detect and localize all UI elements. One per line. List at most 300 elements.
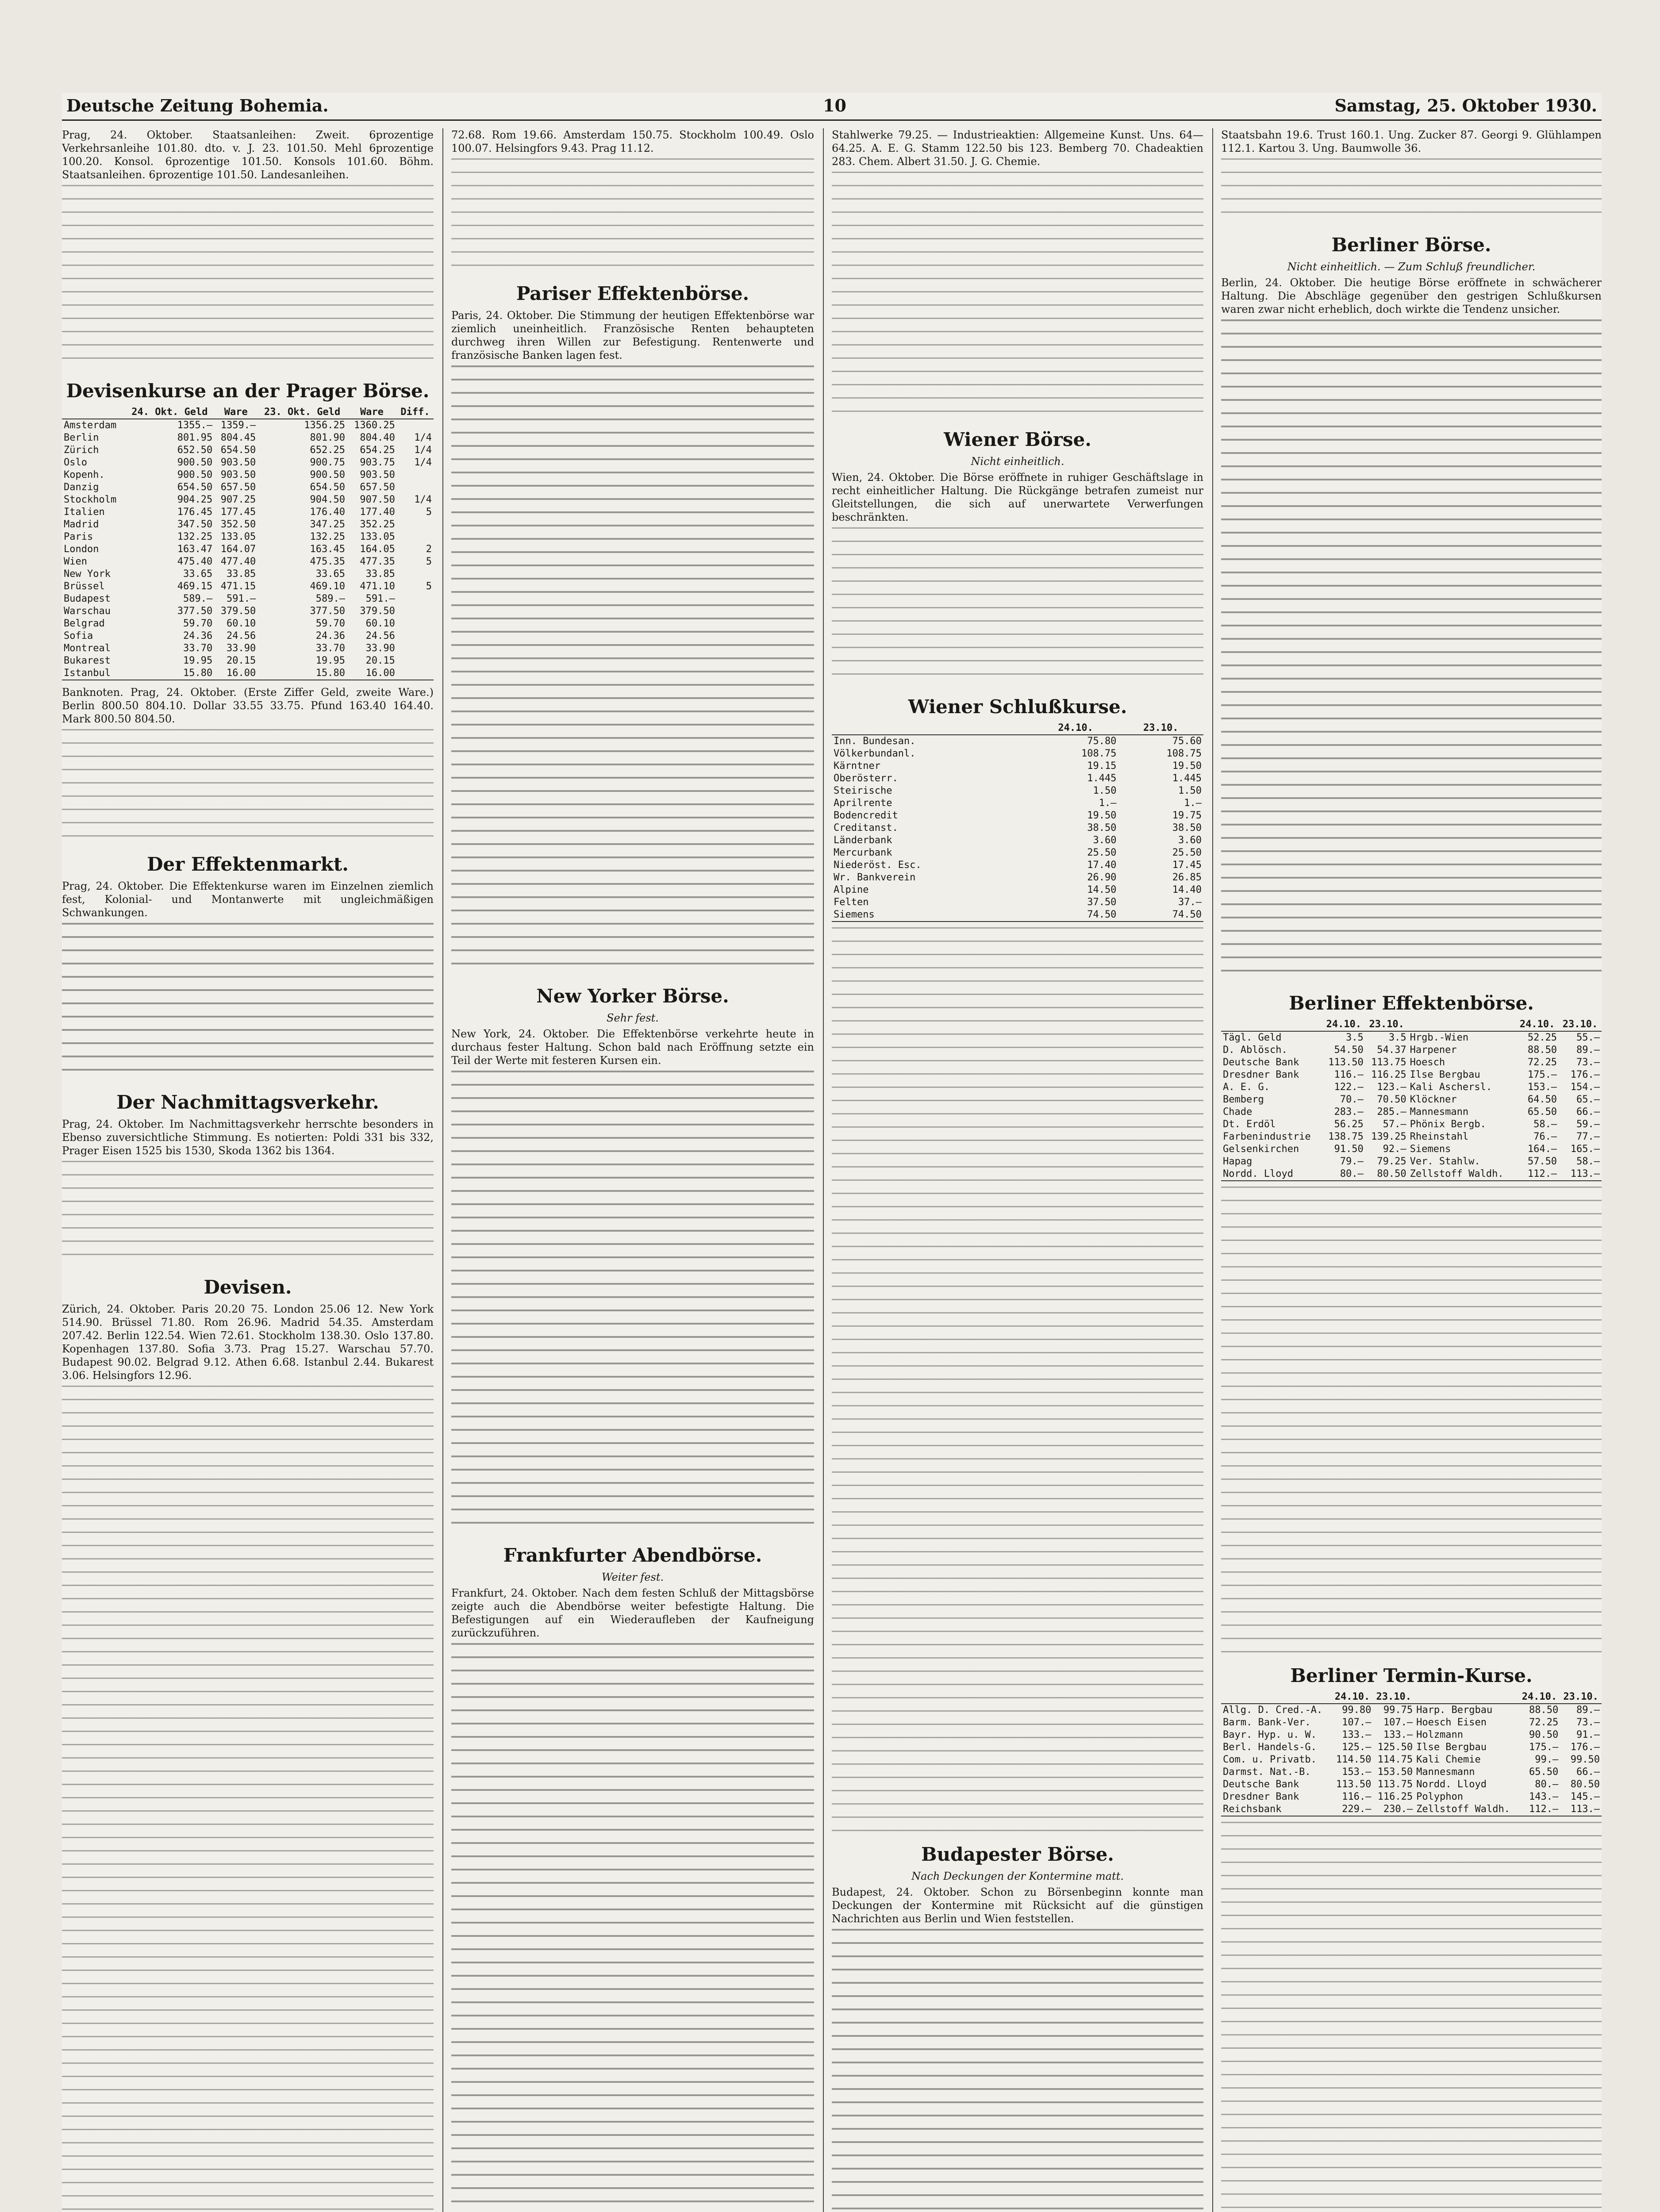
table-cell: Warschau: [64, 606, 111, 617]
table-row: [1221, 1118, 1602, 1131]
table-row: [832, 760, 1203, 772]
table-cell: 65.50: [1527, 1106, 1557, 1118]
table-cell: 471.15: [220, 581, 256, 592]
table-row: [1221, 1044, 1602, 1056]
effekten-table: [1221, 1018, 1602, 1181]
table-cell: 60.10: [227, 618, 256, 629]
table-header-cell: 23. Okt. Geld: [257, 406, 347, 419]
table-cell: Dresdner Bank: [1223, 1069, 1299, 1080]
table-cell: 347.50: [177, 519, 213, 530]
table-cell: Gelsenkirchen: [1223, 1144, 1299, 1155]
section-title: Der Effektenmarkt.: [147, 853, 349, 875]
table-cell: Danzig: [64, 482, 99, 493]
fine-print-block: [451, 1071, 814, 1535]
section-subtitle: Sehr fest.: [607, 1012, 659, 1024]
table-cell: 133.—: [1383, 1729, 1413, 1740]
section-title: Devisen.: [204, 1276, 292, 1298]
fine-print-block: [62, 185, 434, 371]
table-cell: 17.45: [1172, 860, 1202, 871]
table-cell: Klöckner: [1410, 1094, 1457, 1105]
table-cell: 58.—: [1533, 1119, 1557, 1130]
table-row: [832, 810, 1203, 822]
table-cell: 14.40: [1172, 884, 1202, 895]
table-cell: 176.—: [1570, 1742, 1600, 1753]
table-cell: 477.35: [360, 556, 395, 567]
table-cell: 589.—: [315, 593, 346, 604]
article-text: Berlin, 24. Oktober. Die heutige Börse eröffnete in schwächerer Haltung. Die Abschläge gegenüber den gestrigen Schlußkursen waren zwar nicht erheblich, doch wirkte die Tendenz unsicher.: [1221, 276, 1602, 315]
table-row: [62, 667, 434, 680]
table-cell: Tägl. Geld: [1223, 1032, 1282, 1043]
table-cell: Wien: [64, 556, 87, 567]
table-cell: [397, 481, 434, 494]
table-header-cell: 23.10.: [1559, 1018, 1602, 1031]
fine-print-block: [1221, 1187, 1602, 1655]
table-cell: 107.—: [1342, 1717, 1372, 1728]
article-text: Paris, 24. Oktober. Die Stimmung der heutigen Effektenbörse war ziemlich uneinheitlich. Französische Renten behaupteten durchweg ihren Willen zur Befestigung. Rentenwerte und französische Banken lagen fest.: [451, 309, 814, 361]
fine-print-block: [62, 1386, 434, 2212]
table-row: [62, 444, 434, 457]
table-cell: Nordd. Lloyd: [1416, 1779, 1487, 1790]
table-cell: 65.50: [1529, 1767, 1559, 1778]
table-cell: 3.5: [1346, 1032, 1364, 1043]
table-row: [62, 506, 434, 518]
table-cell: 72.25: [1527, 1057, 1557, 1068]
table-cell: 153.50: [1377, 1767, 1413, 1778]
table-cell: Ilse Bergbau: [1416, 1742, 1487, 1753]
table-cell: 113.75: [1377, 1779, 1413, 1790]
table-cell: 38.50: [1172, 822, 1202, 833]
table-row: [1221, 1069, 1602, 1081]
table-cell: Berlin: [64, 432, 99, 443]
table-cell: Mannesmann: [1416, 1767, 1475, 1778]
table-cell: 164.07: [220, 544, 256, 555]
table-cell: Niederöst. Esc.: [834, 860, 922, 871]
table-cell: 377.50: [177, 606, 213, 617]
fine-print-block: [62, 1161, 434, 1267]
table-cell: Phönix Bergb.: [1410, 1119, 1486, 1130]
table-cell: 589.—: [183, 593, 213, 604]
table-header-cell: 23.10.: [1373, 1691, 1414, 1704]
table-cell: 1.445: [1087, 773, 1117, 784]
table-cell: A. E. G.: [1223, 1082, 1270, 1093]
article-text: Staatsbahn 19.6. Trust 160.1. Ung. Zucker 87. Georgi 9. Glühlampen 112.1. Kartou 3. Ung. Baumwolle 36.: [1221, 129, 1602, 154]
table-cell: Com. u. Privatb.: [1223, 1754, 1317, 1765]
table-cell: Wr. Bankverein: [834, 872, 916, 883]
table-cell: [397, 655, 434, 667]
table-cell: 24.36: [183, 630, 213, 641]
table-cell: 70.50: [1377, 1094, 1406, 1105]
table-cell: 1360.25: [354, 420, 395, 431]
table-cell: 19.95: [183, 655, 213, 666]
table-cell: 591.—: [365, 593, 395, 604]
table-cell: 1/4: [414, 494, 432, 505]
table-cell: Zürich: [64, 445, 99, 456]
table-row: [832, 872, 1203, 884]
table-row: [1221, 1131, 1602, 1143]
table-cell: 113.—: [1560, 1803, 1602, 1816]
table-cell: 89.—: [1576, 1045, 1600, 1056]
table-cell: 379.50: [360, 606, 395, 617]
table-header-cell: [62, 406, 125, 419]
table-cell: 116.—: [1342, 1791, 1372, 1802]
table-cell: Hoesch: [1410, 1057, 1445, 1068]
table-cell: [397, 531, 434, 543]
table-cell: 73.—: [1576, 1057, 1600, 1068]
table-cell: 900.50: [177, 469, 213, 480]
table-cell: Brüssel: [64, 581, 105, 592]
table-cell: 164.—: [1527, 1144, 1557, 1155]
masthead-left: Deutsche Zeitung Bohemia.: [66, 96, 329, 115]
table-row: [62, 518, 434, 531]
table-row: [1221, 1741, 1602, 1754]
section-title: Wiener Schlußkurse.: [908, 696, 1127, 718]
table-header-cell: 24.10.: [1322, 1018, 1365, 1031]
fine-print-block: [62, 923, 434, 1082]
table-cell: 112.—: [1519, 1803, 1560, 1816]
table-cell: 176.45: [177, 507, 213, 518]
table-cell: 165.—: [1570, 1144, 1600, 1155]
table-cell: 477.40: [220, 556, 256, 567]
table-cell: [397, 605, 434, 618]
table-row: [1221, 1081, 1602, 1094]
table-cell: 37.50: [1087, 897, 1117, 908]
table-row: [1221, 1143, 1602, 1156]
table-cell: Dresdner Bank: [1223, 1791, 1299, 1802]
table-cell: [397, 630, 434, 642]
table-cell: 123.—: [1377, 1082, 1406, 1093]
table-cell: 900.75: [310, 457, 346, 468]
table-cell: 176.—: [1570, 1069, 1600, 1080]
table-cell: Hrgb.-Wien: [1410, 1032, 1469, 1043]
table-row: [62, 568, 434, 580]
table-cell: Amsterdam: [64, 420, 117, 431]
table-row: [832, 735, 1203, 748]
table-cell: 471.10: [360, 581, 395, 592]
table-row: [62, 655, 434, 667]
table-cell: 92.—: [1383, 1144, 1406, 1155]
table-cell: 1/4: [414, 457, 432, 468]
devisen-table: [62, 406, 434, 680]
table-cell: 654.25: [360, 445, 395, 456]
table-cell: Allg. D. Cred.-A.: [1223, 1705, 1323, 1716]
table-row: [832, 822, 1203, 834]
table-cell: 132.25: [310, 531, 346, 542]
section-title: Der Nachmittagsverkehr.: [116, 1091, 379, 1113]
table-cell: 112.—: [1516, 1168, 1559, 1181]
table-cell: 91.—: [1576, 1729, 1600, 1740]
table-cell: 37.—: [1178, 897, 1202, 908]
table-cell: 33.85: [365, 568, 395, 580]
table-cell: Hoesch Eisen: [1416, 1717, 1487, 1728]
table-row: [1221, 1778, 1602, 1791]
section-title: Wiener Börse.: [944, 429, 1091, 450]
table-cell: 1.—: [1184, 798, 1202, 809]
table-cell: 652.25: [310, 445, 346, 456]
table-cell: 114.50: [1336, 1754, 1372, 1765]
table-cell: 177.45: [220, 507, 256, 518]
newspaper-page: [62, 93, 1602, 2212]
table-row: [832, 748, 1203, 760]
table-cell: Madrid: [64, 519, 99, 530]
table-row: [1221, 1766, 1602, 1778]
table-cell: 125.—: [1342, 1742, 1372, 1753]
table-cell: 19.50: [1172, 760, 1202, 772]
table-header-cell: 23.10.: [1560, 1691, 1602, 1704]
table-cell: 153.—: [1527, 1082, 1557, 1093]
table-cell: Bemberg: [1223, 1094, 1264, 1105]
table-cell: 125.50: [1377, 1742, 1413, 1753]
table-cell: 176.40: [310, 507, 346, 518]
table-row: [62, 618, 434, 630]
table-cell: 56.25: [1334, 1119, 1364, 1130]
article-text: Prag, 24. Oktober. Im Nachmittagsverkehr herrschte besonders in Ebenso zuversichtliche Stimmung. Es notierten: Poldi 331 bis 332, Prager Eisen 1525 bis 1530, Skoda 1362 bis 1364.: [62, 1118, 434, 1157]
table-cell: Bayr. Hyp. u. W.: [1223, 1729, 1317, 1740]
table-row: [832, 896, 1203, 909]
table-cell: Kali Chemie: [1416, 1754, 1481, 1765]
table-cell: 801.95: [177, 432, 213, 443]
table-cell: 352.25: [360, 519, 395, 530]
fine-print-block: [451, 1643, 814, 2212]
table-cell: Berl. Handels-G.: [1223, 1742, 1317, 1753]
section-title: Berliner Börse.: [1331, 234, 1491, 256]
table-cell: Steirische: [834, 785, 892, 796]
table-cell: Siemens: [1410, 1144, 1451, 1155]
table-cell: Creditanst.: [834, 822, 898, 833]
column-4: [1221, 128, 1602, 2212]
table-cell: 80.—: [1535, 1779, 1559, 1790]
table-cell: Paris: [64, 531, 93, 542]
table-row: [62, 593, 434, 605]
table-cell: 59.70: [183, 618, 213, 629]
table-cell: D. Ablösch.: [1223, 1045, 1287, 1056]
table-cell: 79.25: [1377, 1156, 1406, 1167]
table-cell: 99.—: [1535, 1754, 1559, 1765]
table-header-cell: [832, 722, 1033, 735]
table-cell: 904.50: [310, 494, 346, 505]
table-cell: 283.—: [1334, 1106, 1364, 1118]
table-cell: 175.—: [1529, 1742, 1559, 1753]
table-cell: 57.50: [1527, 1156, 1557, 1167]
table-cell: Zellstoff Waldh.: [1408, 1168, 1516, 1181]
table-cell: 38.50: [1087, 822, 1117, 833]
table-row: [62, 642, 434, 655]
table-cell: 15.80: [257, 667, 347, 680]
table-cell: 177.40: [360, 507, 395, 518]
table-cell: 75.60: [1172, 736, 1202, 747]
table-cell: 175.—: [1527, 1069, 1557, 1080]
table-cell: 113.—: [1559, 1168, 1602, 1181]
table-cell: 99.80: [1342, 1705, 1372, 1716]
table-header-cell: 24. Okt. Geld: [125, 406, 214, 419]
table-cell: 1.50: [1178, 785, 1202, 796]
table-row: [832, 785, 1203, 797]
table-cell: [397, 593, 434, 605]
table-row: [62, 457, 434, 469]
table-header-cell: 24.10.: [1332, 1691, 1373, 1704]
fine-print-block: [1221, 319, 1602, 983]
table-row: [832, 859, 1203, 872]
table-cell: 285.—: [1377, 1106, 1406, 1118]
table-cell: Harp. Bergbau: [1416, 1705, 1493, 1716]
table-cell: 654.50: [310, 482, 346, 493]
table-cell: 89.—: [1576, 1705, 1600, 1716]
fine-print-block: [1221, 1822, 1602, 2212]
table-row: [1221, 1704, 1602, 1717]
table-header-cell: [1221, 1691, 1332, 1704]
table-cell: 54.37: [1377, 1045, 1406, 1056]
table-cell: 88.50: [1527, 1045, 1557, 1056]
table-cell: 122.—: [1334, 1082, 1364, 1093]
table-cell: London: [64, 544, 99, 555]
table-cell: 73.—: [1576, 1717, 1600, 1728]
table-cell: Italien: [64, 507, 105, 518]
table-cell: 19.15: [1087, 760, 1117, 772]
table-cell: Oslo: [64, 457, 87, 468]
table-cell: 591.—: [227, 593, 256, 604]
table-cell: 377.50: [310, 606, 346, 617]
table-cell: 138.75: [1328, 1131, 1364, 1142]
table-cell: 139.25: [1371, 1131, 1406, 1142]
table-cell: Ilse Bergbau: [1410, 1069, 1480, 1080]
table-row: [1221, 1031, 1602, 1044]
table-cell: 57.—: [1383, 1119, 1406, 1130]
article-text: Prag, 24. Oktober. Staatsanleihen: Zweit. 6prozentige Verkehrsanleihe 101.80. dto. v. J. 23. 101.50. Mehl 6prozentige 100.20. Konsol. 6prozentige 101.50. Konsols 101.60. Böhm. Staatsanleihen. 6prozentige 101.50. Landesanleihen.: [62, 129, 434, 181]
table-cell: 80.50: [1365, 1168, 1408, 1181]
table-cell: 143.—: [1529, 1791, 1559, 1802]
article-text: Budapest, 24. Oktober. Schon zu Börsenbeginn konnte man Deckungen der Kontermine mit Rücksicht auf die günstigen Nachrichten aus Berlin und Wien feststellen.: [832, 1886, 1203, 1925]
table-cell: 907.25: [220, 494, 256, 505]
table-header-cell: 24.10.: [1033, 722, 1118, 735]
table-cell: Belgrad: [64, 618, 105, 629]
fine-print-block: [832, 172, 1203, 419]
table-cell: 113.75: [1371, 1057, 1406, 1068]
table-cell: 24.56: [227, 630, 256, 641]
table-cell: 154.—: [1570, 1082, 1600, 1093]
section-subtitle: Nicht einheitlich.: [971, 455, 1064, 468]
table-cell: Ver. Stahlw.: [1410, 1156, 1480, 1167]
table-header-row: [1221, 1691, 1602, 1704]
table-row: [1221, 1754, 1602, 1766]
table-cell: Kali Aschersl.: [1410, 1082, 1492, 1093]
table-cell: 54.50: [1334, 1045, 1364, 1056]
table-cell: [397, 419, 434, 432]
table-cell: Oberösterr.: [834, 773, 898, 784]
table-cell: 903.50: [220, 469, 256, 480]
table-cell: 801.90: [310, 432, 346, 443]
table-cell: 3.5: [1388, 1032, 1406, 1043]
table-cell: 19.95: [315, 655, 346, 666]
table-cell: 77.—: [1576, 1131, 1600, 1142]
section-subtitle: Weiter fest.: [601, 1571, 664, 1583]
table-header-cell: 24.10.: [1519, 1691, 1560, 1704]
termin-table: [1221, 1691, 1602, 1816]
table-cell: Bukarest: [64, 655, 111, 666]
table-cell: 133.—: [1342, 1729, 1372, 1740]
table-row: [1221, 1106, 1602, 1118]
table-cell: 108.75: [1166, 748, 1202, 759]
table-cell: 900.50: [177, 457, 213, 468]
column-rule: [1212, 128, 1213, 2212]
table-cell: 17.40: [1087, 860, 1117, 871]
table-cell: [397, 642, 434, 655]
fine-print-block: [832, 527, 1203, 687]
table-cell: 133.05: [220, 531, 256, 542]
table-cell: Holzmann: [1416, 1729, 1464, 1740]
table-header-cell: Ware: [347, 406, 397, 419]
table-row: [62, 419, 434, 432]
table-cell: 74.50: [1118, 909, 1203, 922]
table-row: [832, 797, 1203, 810]
table-cell: 116.25: [1377, 1791, 1413, 1802]
table-cell: 90.50: [1529, 1729, 1559, 1740]
table-cell: 2: [426, 544, 432, 555]
table-cell: 33.65: [183, 568, 213, 580]
table-cell: 804.45: [220, 432, 256, 443]
table-cell: Montreal: [64, 643, 111, 654]
table-row: [832, 834, 1203, 847]
table-cell: 654.50: [177, 482, 213, 493]
table-cell: 229.—: [1332, 1803, 1373, 1816]
table-row: [62, 432, 434, 444]
table-cell: Darmst. Nat.-B.: [1223, 1767, 1311, 1778]
table-row: [62, 556, 434, 568]
masthead-date: Samstag, 25. Oktober 1930.: [1334, 96, 1597, 115]
table-row: [1221, 1791, 1602, 1803]
column-3: [832, 128, 1203, 2212]
fine-print-block: [832, 927, 1203, 1834]
table-row: [62, 531, 434, 543]
fine-print-block: [62, 729, 434, 844]
table-header-cell: 23.10.: [1365, 1018, 1408, 1031]
table-cell: 108.75: [1081, 748, 1117, 759]
table-cell: Siemens: [832, 909, 1033, 922]
table-cell: Istanbul: [62, 667, 125, 680]
table-cell: 352.50: [220, 519, 256, 530]
table-cell: 26.85: [1172, 872, 1202, 883]
table-cell: 5: [426, 507, 432, 518]
table-cell: 5: [426, 556, 432, 567]
table-cell: Farbenindustrie: [1223, 1131, 1311, 1142]
table-header-row: [1221, 1018, 1602, 1031]
table-cell: 469.15: [177, 581, 213, 592]
table-cell: Reichsbank: [1221, 1803, 1332, 1816]
article-text: 72.68. Rom 19.66. Amsterdam 150.75. Stockholm 100.49. Oslo 100.07. Helsingfors 9.43. Prag 11.12.: [451, 129, 814, 154]
table-cell: Hapag: [1223, 1156, 1253, 1167]
table-cell: 91.50: [1334, 1144, 1364, 1155]
table-cell: Kopenh.: [64, 469, 105, 480]
table-row: [1221, 1729, 1602, 1741]
table-cell: 59.—: [1576, 1119, 1600, 1130]
table-cell: 347.25: [310, 519, 346, 530]
table-cell: 1359.—: [220, 420, 256, 431]
table-header-cell: [1414, 1691, 1519, 1704]
table-cell: Inn. Bundesan.: [834, 736, 916, 747]
table-cell: 164.05: [360, 544, 395, 555]
table-cell: Mercurbank: [834, 847, 892, 858]
table-cell: 16.00: [214, 667, 257, 680]
table-cell: 20.15: [365, 655, 395, 666]
table-cell: 1.—: [1099, 798, 1117, 809]
fine-print-block: [451, 158, 814, 273]
table-cell: 80.—: [1322, 1168, 1365, 1181]
table-row: [62, 494, 434, 506]
table-cell: 58.—: [1576, 1156, 1600, 1167]
table-row: [1221, 1803, 1602, 1816]
table-cell: Barm. Bank-Ver.: [1223, 1717, 1311, 1728]
table-header-cell: 23.10.: [1118, 722, 1203, 735]
table-cell: 107.—: [1383, 1717, 1413, 1728]
table-cell: 657.50: [220, 482, 256, 493]
